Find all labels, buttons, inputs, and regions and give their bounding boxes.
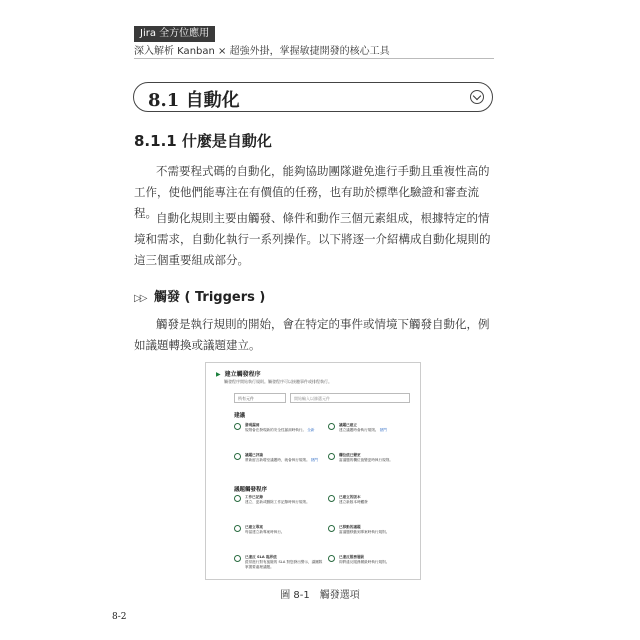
paragraph-elements: 自動化規則主要由觸發、條件和動作三個元素組成，根據特定的情境和需求，自動化執行一系列操作。以下將逐一介紹構成自動化規則的這三個重要組成部分。 <box>134 211 491 267</box>
triggers-heading <box>134 286 265 305</box>
figure-title-text: 建立觸發程序 <box>224 371 261 378</box>
book-subtitle: 深入解析 Kanban × 超強外掛，掌握敏捷開發的核心工具 <box>134 46 390 57</box>
book-title-badge: Jira 全方位應用 <box>134 26 215 42</box>
page-number: 8-2 <box>112 612 127 622</box>
play-icon: ▶ <box>216 371 221 378</box>
trigger-icon <box>234 453 241 460</box>
trigger-name: 議題已建立 <box>339 423 357 427</box>
section-title: 8.1 自動化 <box>148 90 240 111</box>
trigger-tag: 全新 <box>307 428 315 432</box>
trigger-name: 已建立專案 <box>245 525 263 529</box>
trigger-tag: 熱門 <box>310 458 319 462</box>
trigger-icon <box>328 495 335 502</box>
trigger-desc: 規則會在發現新的安全性漏洞時執行。 <box>245 428 307 432</box>
trigger-icon <box>234 525 241 532</box>
trigger-desc: 建立新版本時觸發 <box>339 500 368 504</box>
trigger-tag: 熱門 <box>379 428 387 432</box>
section-heading-box <box>133 82 493 112</box>
group-label-suggested: 建議 <box>234 413 246 419</box>
trigger-desc: 當議題的欄位值變更時執行規則。 <box>339 458 393 462</box>
trigger-name: 已違反 SLA 臨界值 <box>245 555 277 559</box>
trigger-name: 欄位值已變更 <box>339 453 361 457</box>
trigger-icon <box>328 525 335 532</box>
trigger-icon <box>234 495 241 502</box>
trigger-name: 議題已評論 <box>245 453 263 457</box>
double-arrow-icon: ▷▷ <box>134 293 146 304</box>
trigger-desc: 當議題移動到專案時執行規則。 <box>339 530 390 534</box>
trigger-icon <box>328 453 335 460</box>
trigger-name: 已建立的版本 <box>339 495 361 499</box>
component-filter-select[interactable]: 所有元件 <box>234 393 286 403</box>
paragraph-intro: 不需要程式碼的自動化，能夠協助團隊避免進行手動且重複性高的工作，使他們能專注在有價值的任務，也有助於標準化驗證和審查流程。 <box>134 164 490 220</box>
trigger-icon <box>328 555 335 562</box>
trigger-desc: 每當建立新專案時執行。 <box>245 530 285 534</box>
trigger-icon <box>234 555 241 562</box>
trigger-icon <box>234 423 241 430</box>
figure-screenshot <box>205 362 421 580</box>
trigger-desc: 經常進行對有風險的 SLA 對您發出警示，讓團隊掌握要處理議題。 <box>245 560 323 569</box>
trigger-desc: 將新留言新增至議題時，就會執行規則。 <box>245 458 310 462</box>
trigger-desc: 建立議題時會執行規則。 <box>339 428 379 432</box>
paragraph-triggers: 觸發是執行規則的開始，會在特定的事件或情境下觸發自動化，例如議題轉換或議題建立。 <box>134 317 490 352</box>
header-divider <box>134 58 494 59</box>
chevron-down-icon <box>470 90 484 104</box>
trigger-icon <box>328 423 335 430</box>
trigger-name: 工作已記錄 <box>245 495 263 499</box>
subsection-title: 8.1.1 什麼是自動化 <box>134 132 272 150</box>
triggers-heading-text: 觸發 ( Triggers ) <box>154 290 266 305</box>
trigger-name: 已移動的議題 <box>339 525 361 529</box>
trigger-name: 已違反服務層級 <box>339 555 365 559</box>
figure-description: 觸發程序開始執行規則。觸發程序可以接聽事件或排程執行。 <box>224 379 332 384</box>
figure-title <box>216 369 261 378</box>
component-search-input[interactable]: 開始輸入以篩選元件 <box>290 393 410 403</box>
trigger-desc: 即將違反服務層級時執行規則。 <box>339 560 390 564</box>
group-label-issue-triggers: 議題觸發程序 <box>234 487 268 493</box>
figure-caption: 圖 8-1 觸發選項 <box>280 590 360 601</box>
trigger-name: 發現漏洞 <box>245 423 260 427</box>
trigger-desc: 建立、更新或刪除工作記錄時執行規則。 <box>245 500 310 504</box>
